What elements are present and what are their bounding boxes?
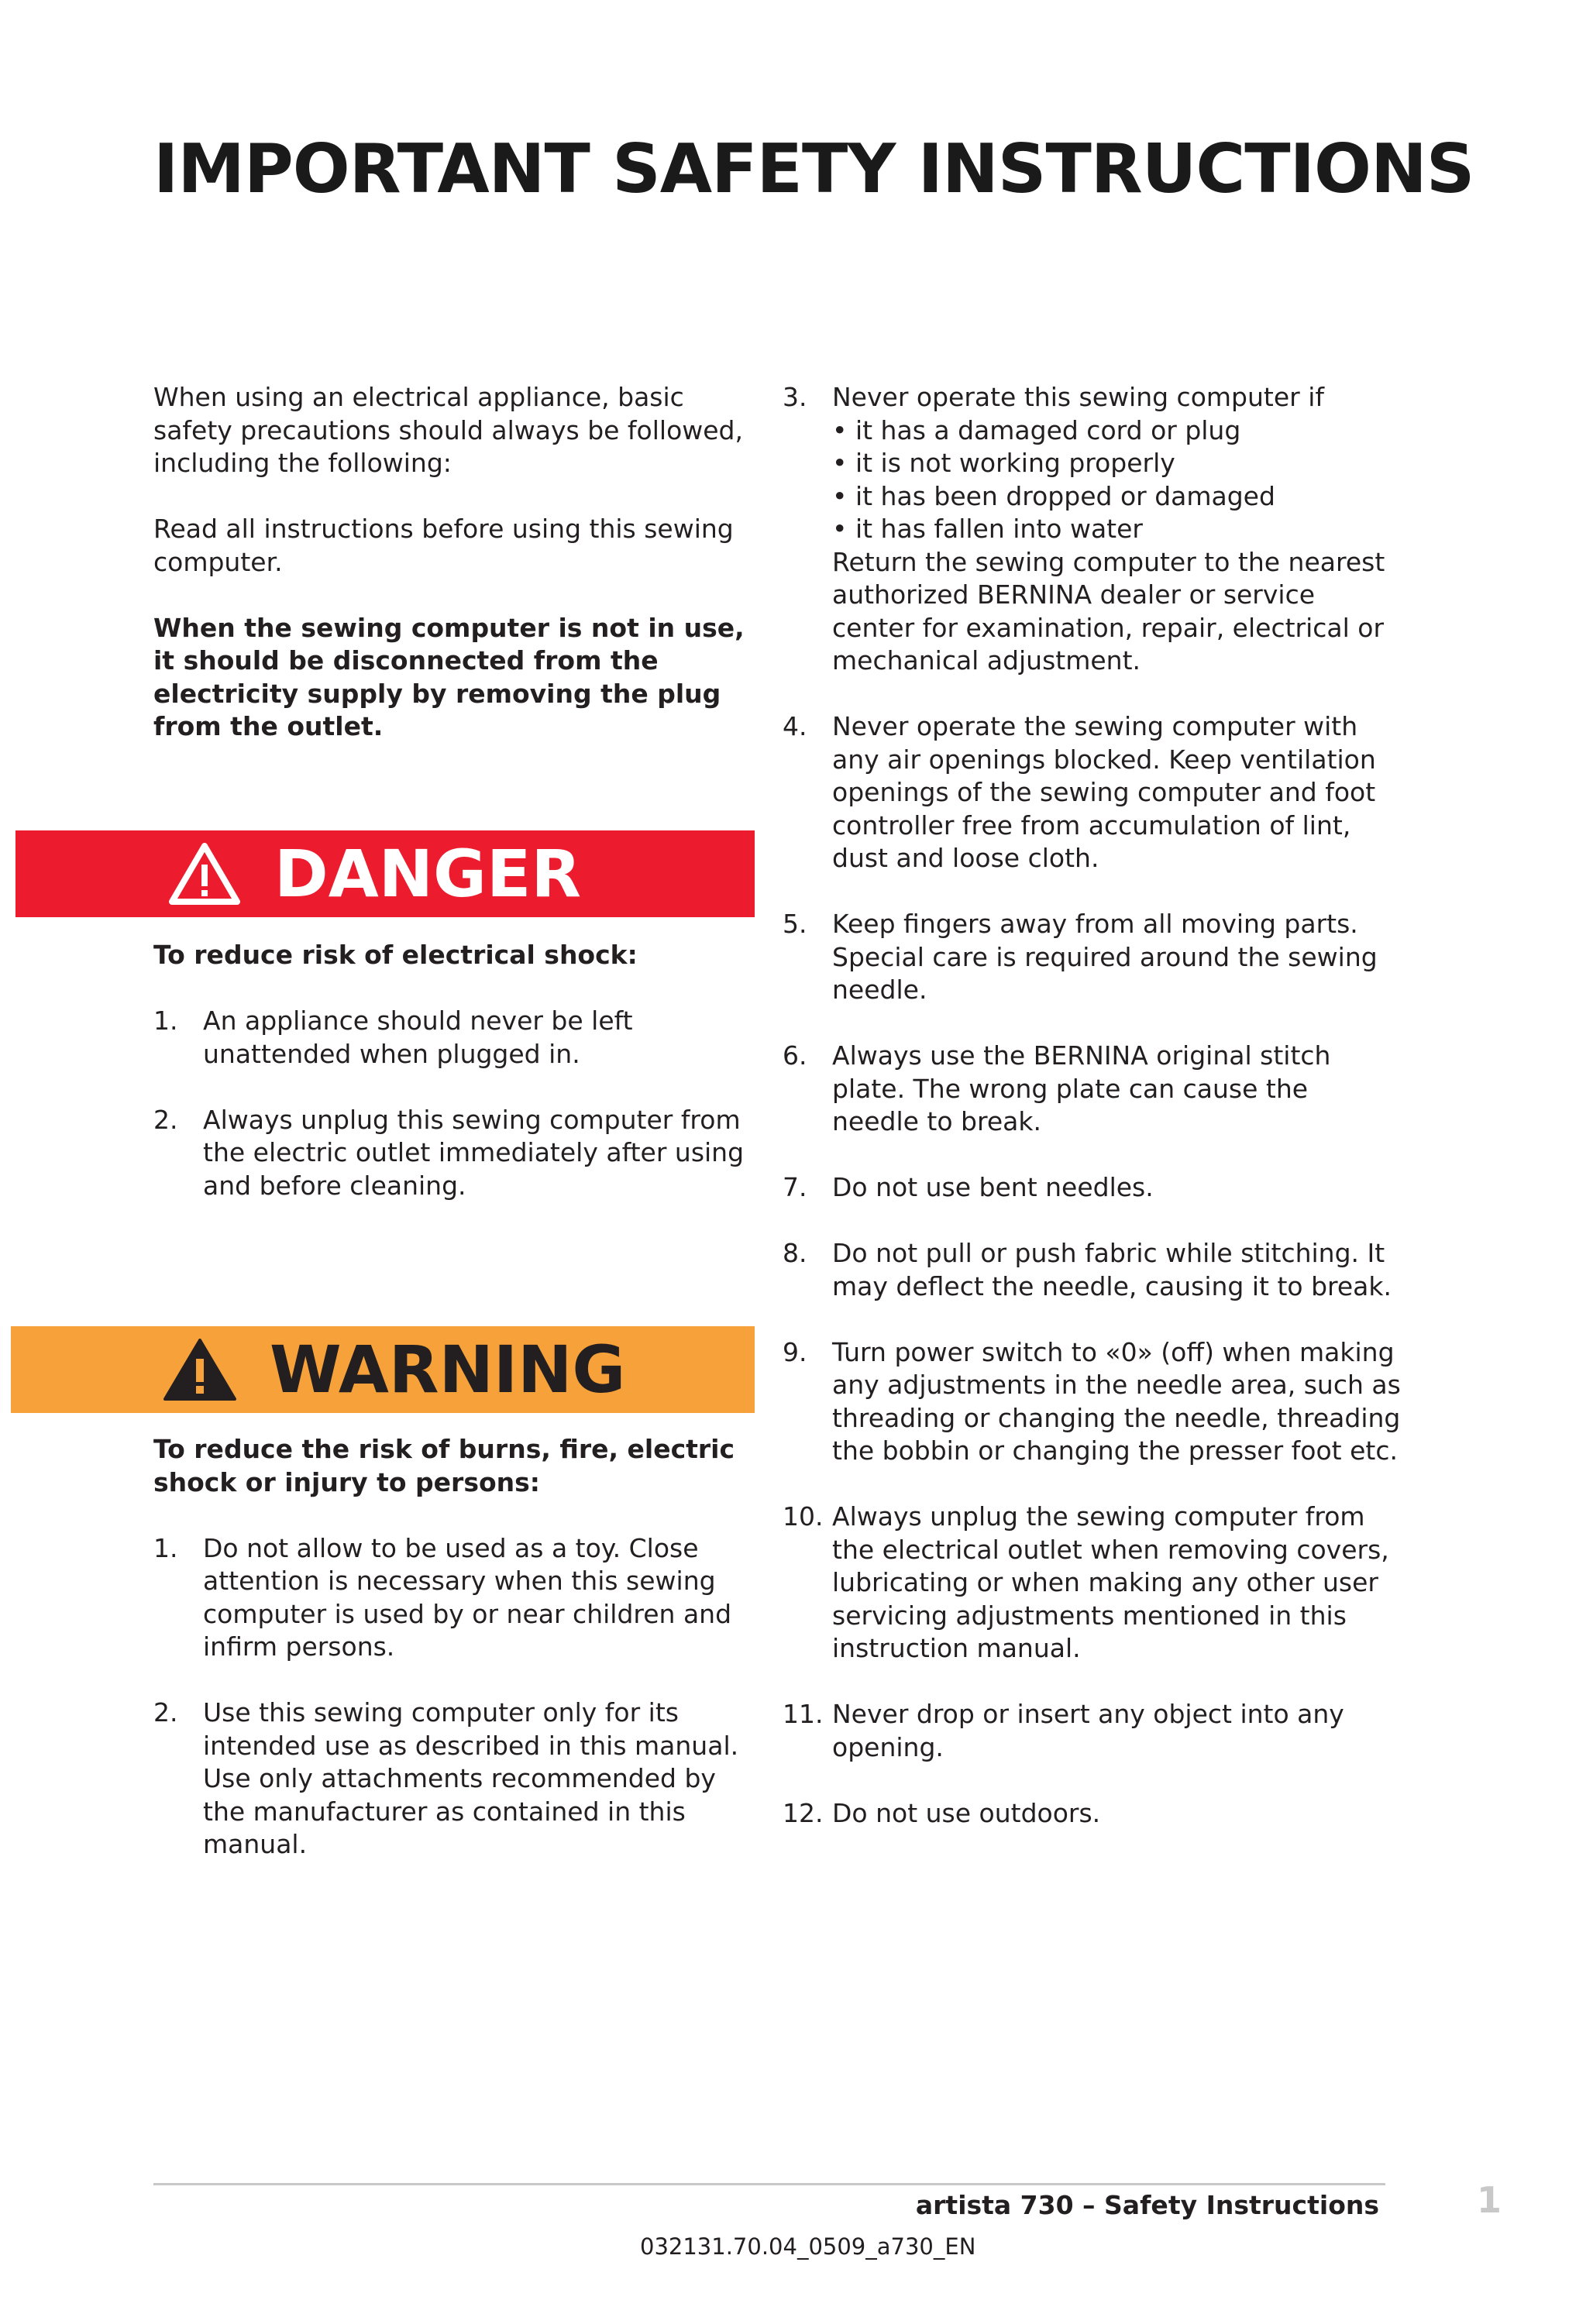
list-item-text: Do not allow to be used as a toy. Close attention is necessary when this sewing computer is used by or near children and infirm persons. <box>203 1532 732 1662</box>
list-item <box>783 1237 1402 1303</box>
right-column <box>783 381 1402 1863</box>
list-item-number: 12. <box>783 1797 824 1828</box>
bullet-item: • it has been dropped or damaged <box>832 480 1275 511</box>
list-item <box>153 1697 758 1862</box>
list-item-number: 6. <box>783 1040 807 1071</box>
danger-heading: To reduce risk of electrical shock: <box>153 940 638 970</box>
document-code: 032131.70.04_0509_a730_EN <box>640 2233 976 2260</box>
bullet-item: • it is not working properly <box>832 448 1175 478</box>
bullet-item: • it has fallen into water <box>832 514 1143 544</box>
page-title: IMPORTANT SAFETY INSTRUCTIONS <box>153 129 1474 208</box>
warning-triangle-outline-icon <box>167 841 242 906</box>
list-item-text: Do not use outdoors. <box>832 1797 1101 1828</box>
list-item-number: 3. <box>783 382 807 412</box>
list-item <box>783 908 1402 1007</box>
list-item-number: 9. <box>783 1336 807 1367</box>
danger-section <box>153 939 758 1236</box>
intro-paragraph-unplug-notice: When the sewing computer is not in use, it should be disconnected from the electricity supply by removing the plug from the outlet. <box>153 612 745 741</box>
list-item <box>783 1501 1402 1666</box>
warning-banner <box>11 1326 755 1413</box>
list-item-text: Keep fingers away from all moving parts. Special care is required around the sewing needle. <box>832 909 1378 1005</box>
list-item-text: Do not use bent needles. <box>832 1172 1154 1202</box>
list-item-number: 5. <box>783 909 807 939</box>
danger-list <box>153 1005 758 1202</box>
intro-paragraph-2: Read all instructions before using this sewing computer. <box>153 514 734 577</box>
warning-section <box>153 1433 758 1894</box>
item-3-tail: Return the sewing computer to the nearest authorized BERNINA dealer or service center for examination, repair, electrical or mechanical adjustment. <box>832 546 1385 676</box>
list-item-text: Do not pull or push fabric while stitching. It may deflect the needle, causing it to break. <box>832 1238 1392 1301</box>
intro-paragraph-1: When using an electrical appliance, basic safety precautions should always be followed, including the following: <box>153 382 743 478</box>
list-item-text: Always unplug the sewing computer from the electrical outlet when removing covers, lubricating or when making any other user servicing adjustments mentioned in this instruction manual. <box>832 1501 1389 1663</box>
list-item <box>153 1005 758 1071</box>
list-item <box>783 1171 1402 1205</box>
list-item-number: 7. <box>783 1172 807 1202</box>
warning-list <box>153 1532 758 1862</box>
list-item <box>153 1104 758 1203</box>
list-item-text: Never operate the sewing computer with any air openings blocked. Keep ventilation openings of the sewing computer and foot controller free from accumulation of lint, dust and loose cloth. <box>832 711 1376 873</box>
list-item <box>783 1336 1402 1468</box>
item-3-lead: Never operate this sewing computer if <box>832 382 1324 412</box>
list-item-number: 1. <box>153 1006 178 1036</box>
list-item-text: Use this sewing computer only for its intended use as described in this manual. Use only attachments recommended by the manufacturer as contained in this manual. <box>203 1697 739 1859</box>
list-item <box>783 1698 1402 1764</box>
list-item-number: 11. <box>783 1699 824 1729</box>
list-item <box>783 381 1402 678</box>
list-item-number: 2. <box>153 1104 178 1135</box>
right-instruction-list <box>783 381 1402 1830</box>
footer-divider <box>153 2183 1385 2185</box>
list-item <box>153 1532 758 1664</box>
warning-triangle-filled-icon <box>163 1337 237 1402</box>
list-item <box>783 1040 1402 1139</box>
list-item-text <box>832 381 1402 678</box>
warning-label: WARNING <box>270 1332 626 1408</box>
list-item-number: 2. <box>153 1697 178 1728</box>
danger-banner <box>15 830 755 917</box>
warning-heading: To reduce the risk of burns, fire, electric shock or injury to persons: <box>153 1434 735 1497</box>
list-item-number: 4. <box>783 711 807 741</box>
bullet-item: • it has a damaged cord or plug <box>832 414 1241 445</box>
footer-title: artista 730 – Safety Instructions <box>915 2190 1379 2220</box>
list-item-number: 8. <box>783 1238 807 1268</box>
list-item-number: 1. <box>153 1532 178 1563</box>
list-item-text: Never drop or insert any object into any opening. <box>832 1699 1344 1762</box>
page-number: 1 <box>1477 2179 1502 2221</box>
list-item-text: Always use the BERNINA original stitch plate. The wrong plate can cause the needle to break. <box>832 1040 1331 1136</box>
list-item-number: 10. <box>783 1501 824 1532</box>
list-item-text: An appliance should never be left unattended when plugged in. <box>203 1006 633 1069</box>
list-item-text: Turn power switch to «0» (off) when making any adjustments in the needle area, such as threading or changing the needle, threading the bobbin or changing the presser foot etc. <box>832 1336 1401 1466</box>
list-item-text: Always unplug this sewing computer from the electric outlet immediately after using and before cleaning. <box>203 1104 745 1201</box>
left-column-intro <box>153 381 750 776</box>
danger-label: DANGER <box>274 836 582 912</box>
list-item <box>783 710 1402 875</box>
list-item <box>783 1797 1402 1831</box>
